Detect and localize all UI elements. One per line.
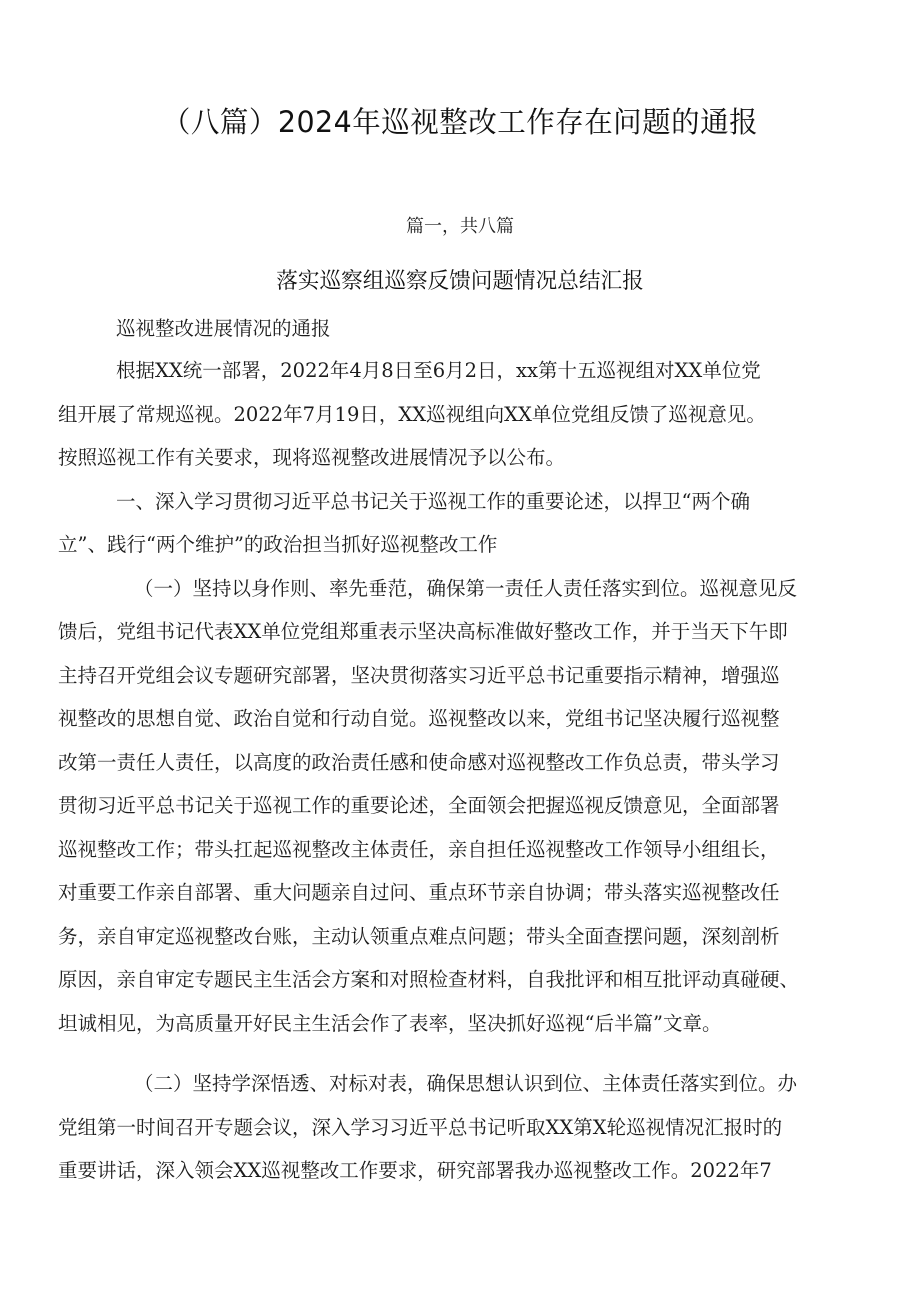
- body-line: 坦诚相见，为高质量开好民主生活会作了表率，坚决抓好巡视“后半篇”文章。: [58, 1012, 722, 1035]
- body-line: 立”、践行“两个维护”的政治担当抓好巡视整改工作: [58, 533, 498, 556]
- body-line: （一）坚持以身作则、率先垂范，确保第一责任人责任落实到位。巡视意见反: [134, 577, 798, 600]
- body-line: （二）坚持学深悟透、对标对表，确保思想认识到位、主体责任落实到位。办: [134, 1072, 798, 1095]
- body-line: 组开展了常规巡视。2022年7月19日，XX巡视组向XX单位党组反馈了巡视意见。: [58, 403, 766, 426]
- body-line: 务，亲自审定巡视整改台账，主动认领重点难点问题；带头全面查摆问题，深刻剖析: [58, 925, 780, 948]
- body-line: 根据XX统一部署，2022年4月8日至6月2日，xx第十五巡视组对XX单位党: [116, 359, 761, 382]
- body-line: 馈后，党组书记代表XX单位党组郑重表示坚决高标准做好整改工作，并于当天下午即: [58, 620, 788, 643]
- body-line: 主持召开党组会议专题研究部署，坚决贯彻落实习近平总书记重要指示精神，增强巡: [58, 664, 780, 687]
- section-title: 落实巡察组巡察反馈问题情况总结汇报: [276, 269, 644, 294]
- body-line: 原因，亲自审定专题民主生活会方案和对照检查材料，自我批评和相互批评动真碰硬、: [58, 968, 800, 991]
- body-line: 重要讲话，深入领会XX巡视整改工作要求，研究部署我办巡视整改工作。2022年7: [58, 1159, 772, 1182]
- document-title: （八篇）2024年巡视整改工作存在问题的通报: [161, 105, 759, 139]
- body-line: 巡视整改工作；带头扛起巡视整改主体责任，亲自担任巡视整改工作领导小组组长，: [58, 838, 780, 861]
- body-line: 党组第一时间召开专题会议，深入学习习近平总书记听取XX第X轮巡视情况汇报时的: [58, 1116, 783, 1139]
- body-line: 视整改的思想自觉、政治自觉和行动自觉。巡视整改以来，党组书记坚决履行巡视整: [58, 707, 780, 730]
- body-line: 改第一责任人责任，以高度的政治责任感和使命感对巡视整改工作负总责，带头学习: [58, 751, 780, 774]
- body-line: 按照巡视工作有关要求，现将巡视整改进展情况予以公布。: [58, 446, 566, 469]
- body-line: 贯彻习近平总书记关于巡视工作的重要论述，全面领会把握巡视反馈意见，全面部署: [58, 794, 780, 817]
- body-line: 一、深入学习贯彻习近平总书记关于巡视工作的重要论述，以捍卫“两个确: [116, 490, 750, 513]
- body-line: 对重要工作亲自部署、重大问题亲自过问、重点环节亲自协调；带头落实巡视整改任: [58, 881, 780, 904]
- body-line: 巡视整改进展情况的通报: [116, 317, 331, 340]
- part-label: 篇一，共八篇: [406, 216, 514, 237]
